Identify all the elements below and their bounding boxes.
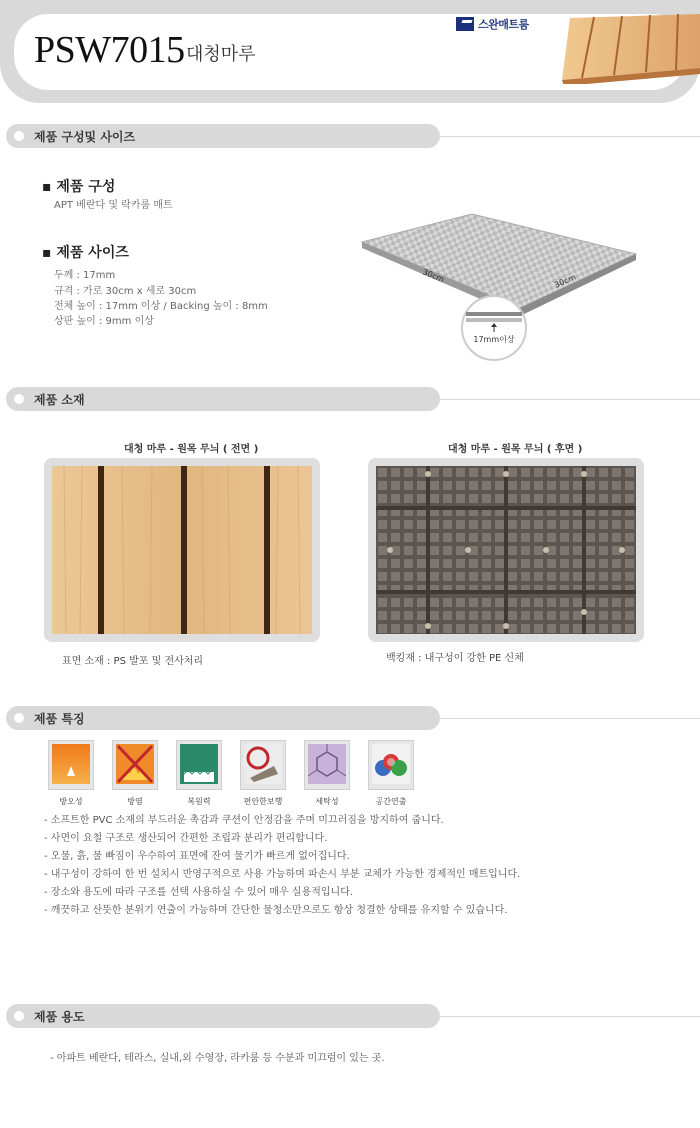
- feature-tile: [304, 740, 350, 790]
- section-title: 제품 구성및 사이즈: [34, 130, 136, 144]
- no-fire-icon: [116, 744, 154, 784]
- feature-label: 복원력: [187, 797, 211, 806]
- size-line: 상판 높이 : 9mm 이상: [54, 316, 154, 327]
- model-number: PSW7015: [34, 29, 185, 71]
- feature-tile: [176, 740, 222, 790]
- list-item: - 깨끗하고 산뜻한 분위기 연출이 가능하며 간단한 물청소만으로도 항상 청결한 상태를 유지할 수 있습니다.: [44, 905, 508, 916]
- size-heading: ▪ 제품 사이즈: [42, 245, 129, 261]
- size-line: 전체 높이 : 17mm 이상 / Backing 높이 : 8mm: [54, 301, 268, 312]
- brand-name: 스완매트룸: [478, 18, 529, 31]
- hexagon-icon: [308, 744, 346, 784]
- feature-tile: [368, 740, 414, 790]
- walking-icon: [244, 744, 282, 784]
- dim-depth-label: 30cm: [553, 272, 578, 290]
- composition-text: APT 베란다 및 락카룸 매트: [54, 200, 173, 211]
- composition-heading: ▪ 제품 구성: [42, 179, 116, 195]
- backing-grid-image: [376, 466, 636, 634]
- bullet-dot-icon: [14, 713, 24, 723]
- list-item: - 장소와 용도에 따라 구조를 선택 사용하실 수 있어 매우 실용적입니다.: [44, 887, 354, 898]
- front-material-desc: 표면 소재 : PS 발포 및 전사처리: [62, 656, 204, 667]
- section-header-material: [6, 387, 440, 411]
- color-balls-icon: [372, 744, 410, 784]
- section-title: 제품 용도: [34, 1010, 85, 1024]
- list-item: - 소프트한 PVC 소재의 부드러운 촉감과 쿠션이 안정감을 주며 미끄러짐을 방지하여 줍니다.: [44, 815, 444, 826]
- list-item: - 사면이 요철 구조로 생산되어 간편한 조립과 분리가 편리합니다.: [44, 833, 328, 844]
- section-title: 제품 소재: [34, 393, 85, 407]
- flame-icon: [52, 744, 90, 784]
- bullet-dot-icon: [14, 394, 24, 404]
- mat-size-diagram: [360, 212, 640, 362]
- divider: [440, 399, 700, 400]
- feature-label: 방오성: [59, 797, 83, 806]
- divider: [440, 718, 700, 719]
- section-header-features: [6, 706, 440, 730]
- feature-tile: [240, 740, 286, 790]
- back-photo-frame: [368, 458, 644, 642]
- section-header-usage: [6, 1004, 440, 1028]
- bullet-dot-icon: [14, 1011, 24, 1021]
- list-item: - 오물, 흙, 물 빠짐이 우수하여 표면에 잔여 물기가 빠르게 없어집니다.: [44, 851, 350, 862]
- feature-list: [44, 812, 520, 920]
- wood-tile-thumbnail: [556, 8, 700, 84]
- usage-text: - 아파트 베란다, 테라스, 실내,외 수영장, 라카룸 등 수분과 미끄럼이 있는 곳.: [50, 1053, 385, 1064]
- product-name: 대청마루: [186, 44, 256, 65]
- feature-label: 세탁성: [315, 797, 339, 806]
- size-line: 규격 : 가로 30cm x 세로 30cm: [54, 286, 197, 297]
- feature-tile: [112, 740, 158, 790]
- brand-logo: [456, 16, 529, 32]
- feature-tile: [48, 740, 94, 790]
- bullet-dot-icon: [14, 131, 24, 141]
- dim-thickness-label: 17mm이상: [473, 335, 515, 344]
- section-title: 제품 특징: [34, 712, 85, 726]
- front-caption: 대청 마루 - 원목 무늬 ( 전면 ): [124, 444, 259, 455]
- back-material-desc: 백킹재 : 내구성이 강한 PE 신체: [386, 653, 524, 664]
- feature-label: 편안한보행: [243, 797, 283, 806]
- size-line: 두께 : 17mm: [54, 270, 116, 281]
- divider: [440, 136, 700, 137]
- feature-label: 방염: [127, 797, 143, 806]
- feature-label: 공간연출: [375, 797, 407, 806]
- divider: [440, 1016, 700, 1017]
- spring-icon: [180, 744, 218, 784]
- section-header-composition: [6, 124, 440, 148]
- back-caption: 대청 마루 - 원목 무늬 ( 후면 ): [448, 444, 583, 455]
- brand-mark-icon: [456, 17, 474, 31]
- dim-width-label: 30cm: [421, 267, 446, 285]
- wood-surface-image: [52, 466, 312, 634]
- list-item: - 내구성이 강하여 한 번 설치시 반영구적으로 사용 가능하며 파손시 부분 교체가 가능한 경제적인 매트입니다.: [44, 869, 521, 880]
- front-photo-frame: [44, 458, 320, 642]
